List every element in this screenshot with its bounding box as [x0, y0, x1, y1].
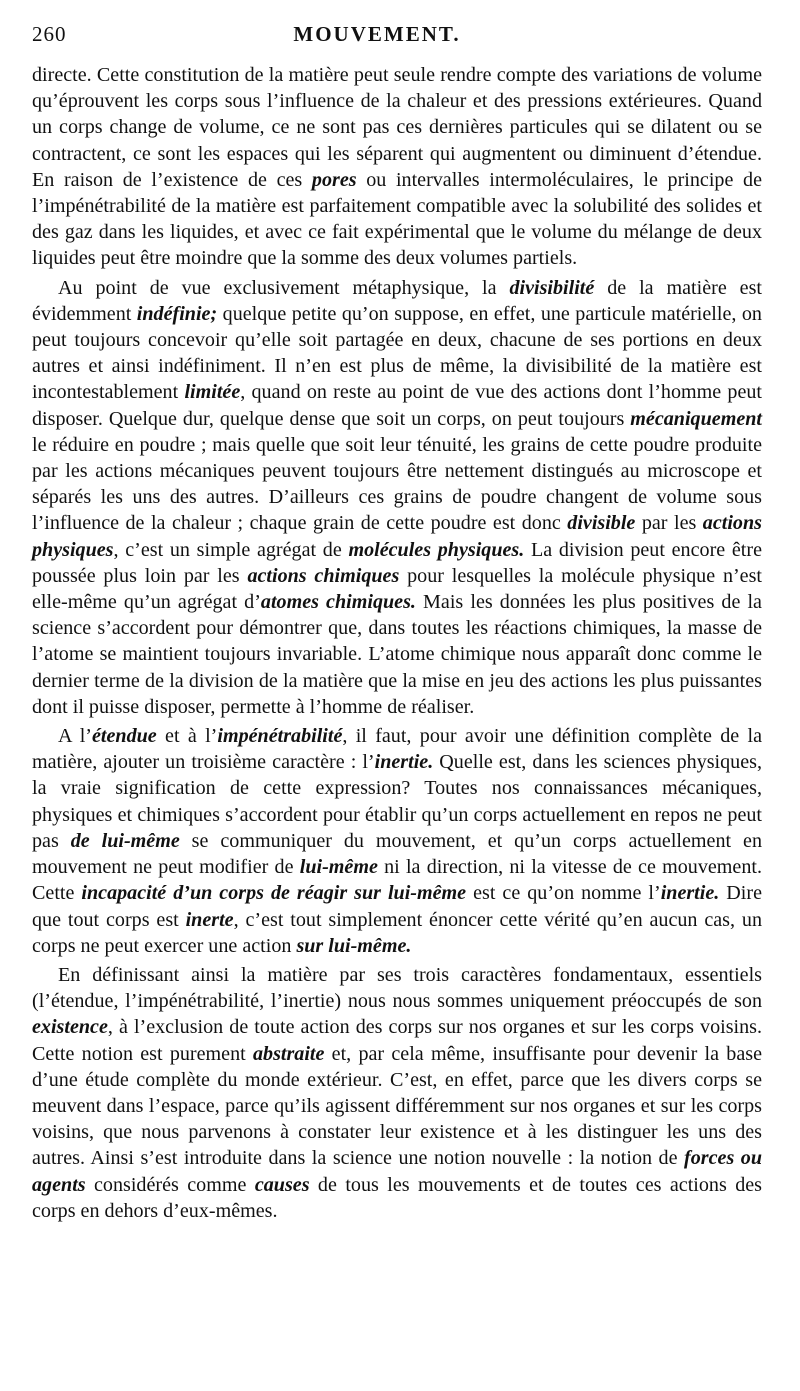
- italic-run: mécaniquement: [630, 407, 762, 430]
- page-header: [32, 22, 762, 62]
- italic-run: lui-même: [299, 856, 378, 879]
- italic-run: inerte: [185, 908, 234, 931]
- italic-run: causes: [254, 1173, 310, 1196]
- text-run: Dire que tout corps est: [32, 882, 762, 931]
- text-run: , quand on reste au point de vue des actions dont l’homme peut disposer. Quelque dur, quelque dense que soit un corps, on peut toujours: [32, 381, 763, 430]
- text-run: quelque petite qu’on suppose, en effet, une particule matérielle, on peut toujours concevoir qu’elle soit partagée en deux, chacune de ses portions en deux autres et ainsi indéfiniment. Il n’en est plus de même, la divisibilité de la matière est incontestablement: [32, 302, 762, 404]
- text-run: En définissant ainsi la matière par ses trois caractères fondamentaux, essentiels (l’étendue, l’impénétrabilité, l’inertie) nous nous sommes uniquement préoccupés de son: [32, 963, 762, 1013]
- italic-run: forces ou agents: [32, 1147, 762, 1196]
- italic-run: inertie.: [374, 751, 434, 774]
- paragraph: [32, 275, 762, 720]
- italic-run: atomes chimiques.: [260, 591, 416, 614]
- italic-run: molécules physiques.: [348, 538, 525, 561]
- paragraph: [32, 723, 762, 959]
- text-run: de la matière est évidemment: [32, 276, 762, 325]
- body-text: [32, 62, 762, 1224]
- text-run: Quelle est, dans les sciences physiques, la vraie signification de cette expression? Toutes nos connaissances mécaniques, physiques et chimiques s’accordent pour établir qu’un corps actuellement en repos ne peut pas: [32, 751, 762, 852]
- text-run: et à l’: [156, 725, 218, 748]
- italic-run: pores: [311, 168, 357, 191]
- italic-run: inertie.: [660, 882, 720, 905]
- text-run: ou intervalles intermoléculaires, le principe de l’impénétrabilité de la matière est parfaitement compatible avec la solubilité des solides et des gaz dans les liquides, et avec ce fait expérimental que le volume du mélange de deux liquides peut être moindre que la somme des deux volumes partiels.: [32, 168, 763, 270]
- paragraph: [32, 62, 762, 272]
- italic-run: indéfinie;: [136, 302, 218, 325]
- text-run: , il faut, pour avoir une définition complète de la matière, ajouter un troisième caractère : l’: [32, 725, 762, 774]
- text-run: le réduire en poudre ; mais quelle que soit leur ténuité, les grains de cette poudre produite par les actions mécaniques peuvent toujours être nettement distingués au microscope et séparés les uns des autres. D’ailleurs ces grains de poudre changent de volume sous l’influence de la chaleur ; chaque grain de cette poudre est donc: [32, 433, 762, 535]
- italic-run: existence: [32, 1016, 108, 1039]
- italic-run: étendue: [91, 725, 157, 748]
- italic-run: incapacité d’un corps de réagir sur lui-même: [81, 882, 467, 905]
- text-run: , c’est tout simplement énoncer cette vérité qu’en aucun cas, un corps ne peut exercer une action: [32, 908, 762, 957]
- text-run: se communiquer du mouvement, et qu’un corps actuellement en mouvement ne peut modifier de: [32, 829, 762, 879]
- paragraph: [32, 962, 762, 1224]
- text-run: par les: [635, 512, 703, 535]
- text-run: , à l’exclusion de toute action des corps sur nos organes et sur les corps voisins. Cette notion est purement: [32, 1016, 762, 1065]
- italic-run: limitée: [184, 381, 241, 404]
- text-run: ni la direction, ni la vitesse de ce mouvement. Cette: [32, 856, 763, 905]
- running-title: MOUVEMENT.: [293, 22, 461, 46]
- text-run: pour lesquelles la molécule physique n’est elle-même qu’un agrégat d’: [32, 564, 763, 614]
- italic-run: de lui-même: [70, 829, 180, 852]
- italic-run: actions chimiques: [247, 564, 400, 587]
- italic-run: actions physiques: [32, 512, 762, 561]
- italic-run: impénétrabilité: [217, 725, 343, 748]
- italic-run: divisible: [567, 512, 636, 535]
- text-run: , c’est un simple agrégat de: [113, 538, 349, 561]
- text-run: La division peut encore être poussée plus loin par les: [32, 538, 762, 587]
- text-run: Mais les données les plus positives de la science s’accordent pour démontrer que, dans toutes les réactions chimiques, la masse de l’atome se maintient toujours invariable. L’atome chimique nous apparaît donc comme le dernier terme de la division de la matière que la mise en jeu des actions les plus puissantes dont il puisse disposer, permette à l’homme de réaliser.: [32, 591, 762, 718]
- italic-run: abstraite: [252, 1042, 325, 1065]
- text-run: considérés comme: [85, 1173, 255, 1196]
- text-run: directe. Cette constitution de la matière peut seule rendre compte des variations de volume qu’éprouvent les corps sous l’influence de la chaleur et des pressions extérieures. Quand un corps change de volume, ce ne sont pas ces dernières particules qui se dilatent ou se contractent, ce sont les espaces qui les séparent qui augmentent ou diminuent d’étendue. En raison de l’existence de ces: [32, 64, 762, 191]
- text-run: et, par cela même, insuffisante pour devenir la base d’une étude complète du monde extérieur. C’est, en effet, parce que les divers corps se meuvent dans l’espace, parce qu’ils agissent différemment sur nos organes et sur les corps voisins, que nous parvenons à constater leur existence et à les distinguer les uns des autres. Ainsi s’est introduite dans la science une notion nouvelle : la notion de: [32, 1042, 762, 1170]
- text-run: est ce qu’on nomme l’: [466, 882, 661, 905]
- page-number: 260: [32, 22, 67, 46]
- text-run: de tous les mouvements et de toutes ces actions des corps en dehors d’eux-mêmes.: [32, 1173, 762, 1222]
- text-run: Au point de vue exclusivement métaphysique, la: [58, 276, 510, 299]
- italic-run: divisibilité: [509, 276, 595, 299]
- text-run: A l’: [58, 725, 92, 748]
- italic-run: sur lui-même.: [296, 934, 412, 957]
